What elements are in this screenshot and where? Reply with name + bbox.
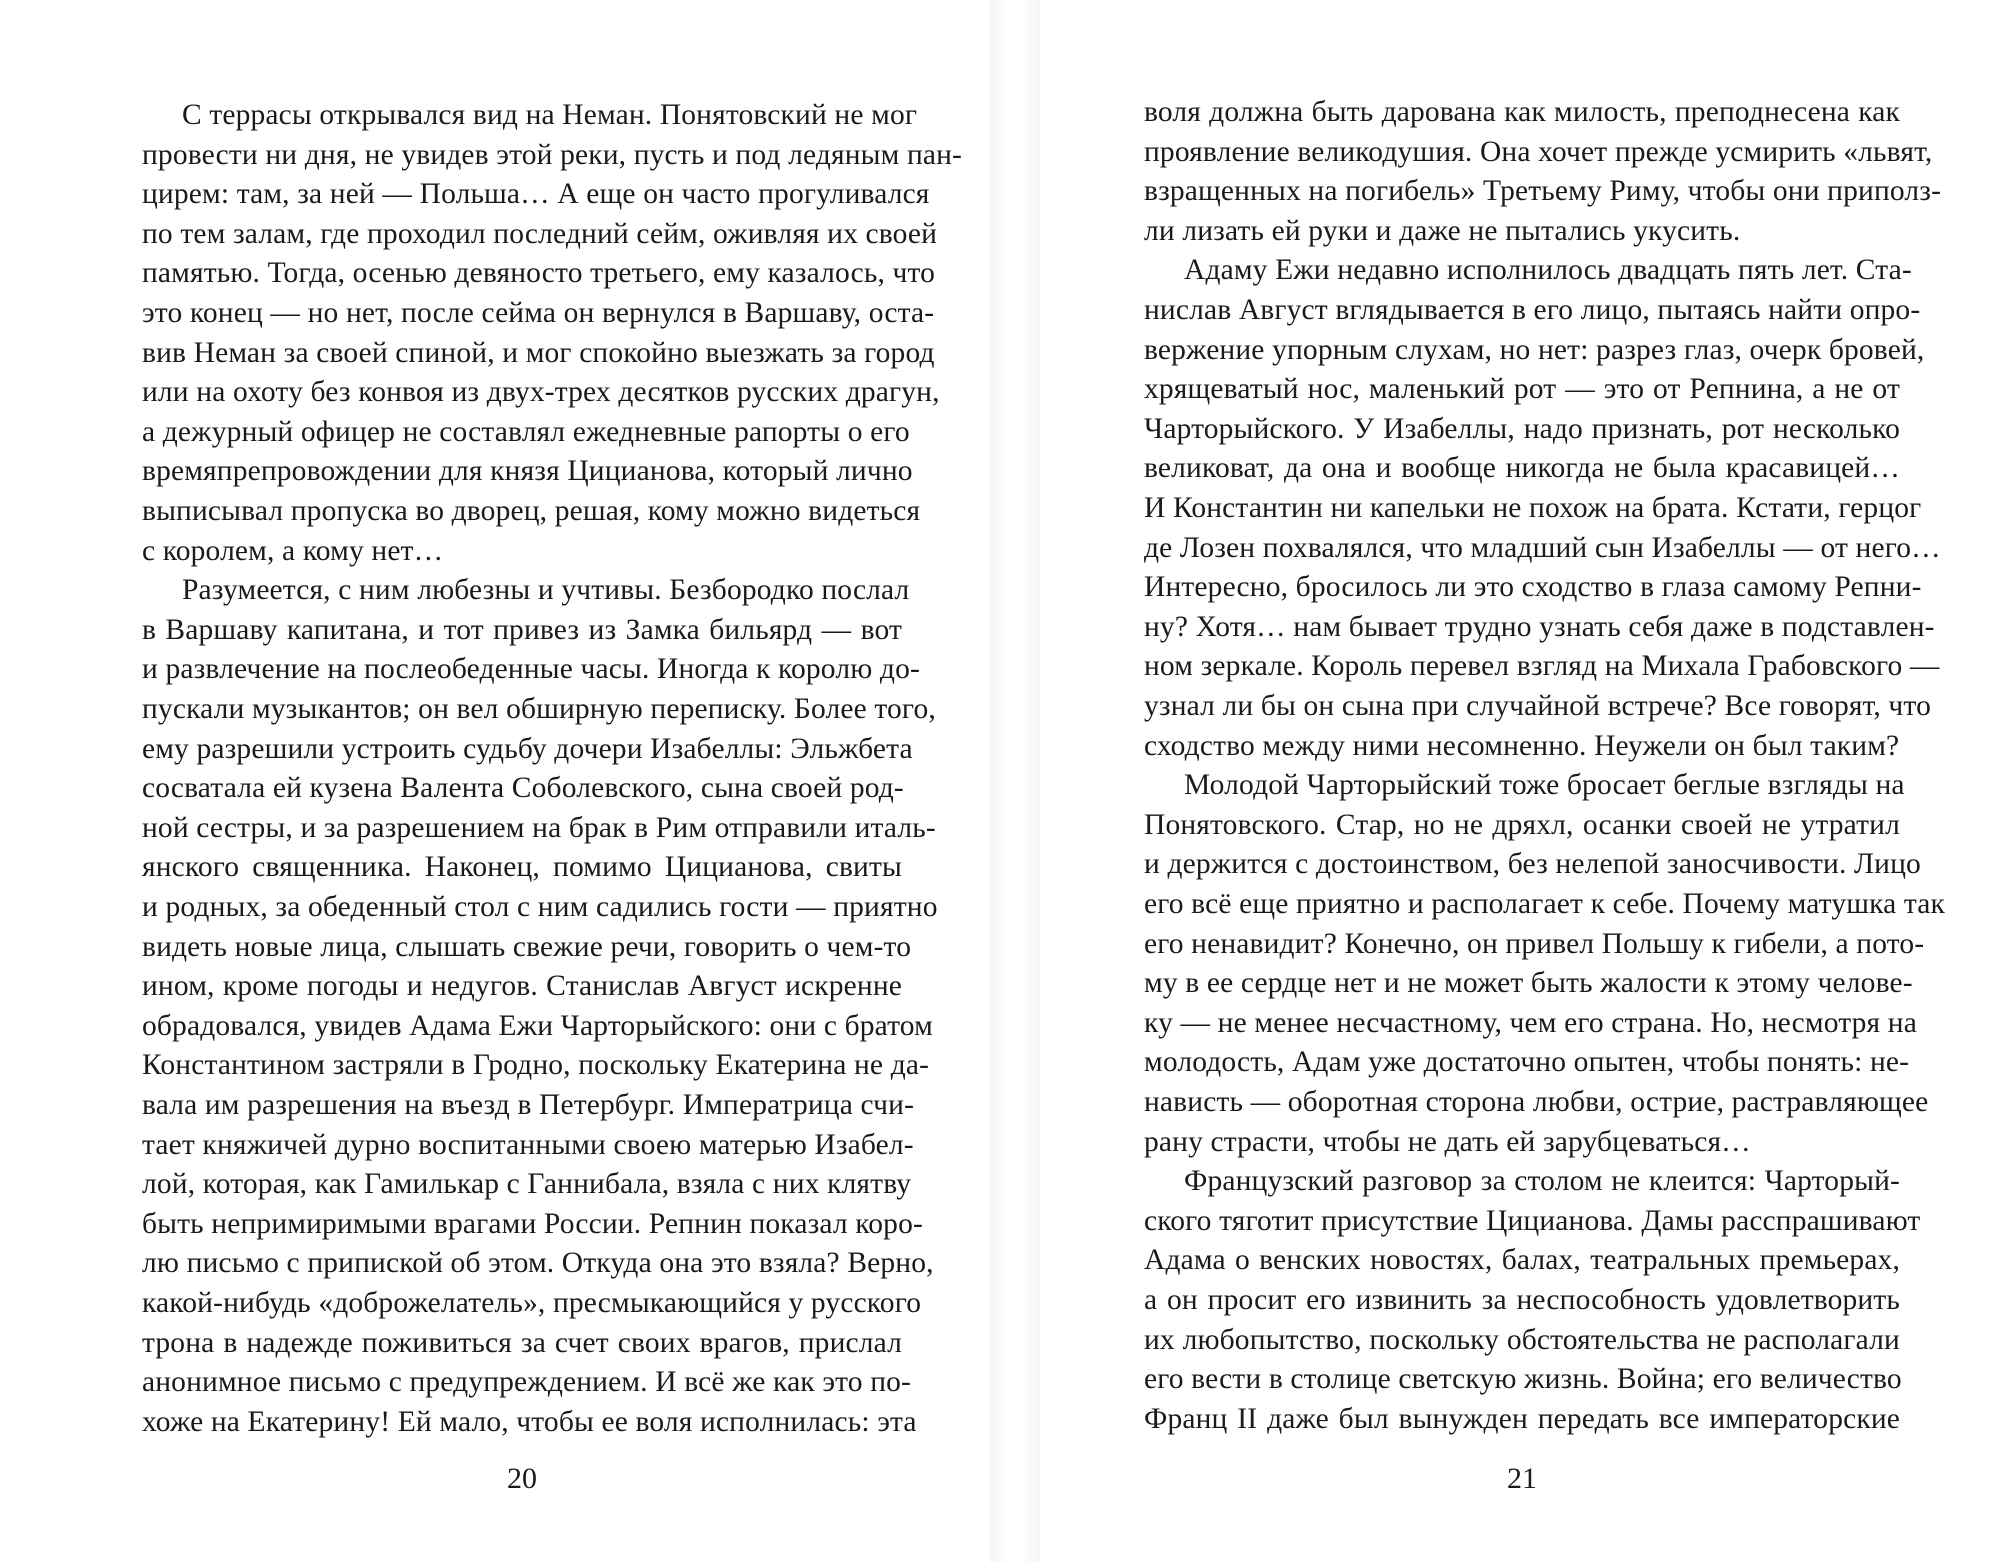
text-line: в Варшаву капитана, и тот привез из Замка бильярд — вот	[142, 613, 902, 646]
text-line: Франц II даже был вынужден передать все императорские	[1144, 1402, 1900, 1435]
text-line: де Лозен похвалялся, что младший сын Изабеллы — от него…	[1144, 531, 1941, 564]
text-line: анонимное письмо с предупреждением. И всё же как это по-	[142, 1366, 912, 1399]
text-line: лю письмо с припиской об этом. Откуда она это взяла? Верно,	[142, 1247, 934, 1280]
text-line: его вести в столице светскую жизнь. Война; его величество	[1144, 1363, 1902, 1396]
text-line: лой, которая, как Гамилькар с Ганнибала, взяла с них клятву	[142, 1168, 912, 1201]
text-line: хрящеватый нос, маленький рот — это от Репнина, а не от	[1144, 373, 1900, 406]
text-line: и держится с достоинством, без нелепой заносчивости. Лицо	[1144, 848, 1921, 881]
text-line: великоват, да она и вообще никогда не была красавицей…	[1144, 452, 1900, 485]
text-line: Разумеется, с ним любезны и учтивы. Безбородко послал	[182, 574, 910, 607]
right-page	[1040, 0, 1992, 1562]
text-line: пускали музыкантов; он вел обширную переписку. Более того,	[142, 693, 936, 725]
text-line: с королем, а кому нет…	[142, 534, 444, 567]
text-line: ну? Хотя… нам бывает трудно узнать себя даже в подставлен-	[1144, 610, 1935, 643]
text-line: Адаму Ежи недавно исполнилось двадцать пять лет. Ста-	[1184, 254, 1912, 287]
text-line: ной сестры, и за разрешением на брак в Рим отправили италь-	[142, 811, 936, 844]
text-line: янского священника. Наконец, помимо Цицианова, свиты	[142, 851, 902, 884]
text-line: ном зеркале. Король перевел взгляд на Михала Грабовского —	[1144, 650, 1940, 683]
text-line: цирем: там, за ней — Польша… А еще он часто прогуливался	[142, 178, 930, 211]
text-line: его всё еще приятно и располагает к себе. Почему матушка так	[1144, 888, 1946, 920]
text-line: какой-нибудь «доброжелатель», пресмыкающийся у русского	[142, 1287, 922, 1319]
text-line: их любопытство, поскольку обстоятельства не располагали	[1144, 1323, 1900, 1356]
text-line: трона в надежде поживиться за счет своих врагов, прислал	[142, 1326, 902, 1359]
page-number-right: 21	[1507, 1462, 1537, 1495]
text-line: нислав Август вглядывается в его лицо, пытаясь найти опро-	[1144, 294, 1921, 326]
text-line: вив Неман за своей спиной, и мог спокойно выезжать за город	[142, 336, 935, 369]
text-line: Константином застряли в Гродно, поскольку Екатерина не да-	[142, 1049, 930, 1082]
text-line: Чарторыйского. У Изабеллы, надо признать, рот несколько	[1144, 412, 1900, 445]
text-line: нависть — оборотная сторона любви, острие, растравляющее	[1144, 1086, 1929, 1118]
text-line: воля должна быть дарована как милость, преподнесена как	[1144, 96, 1900, 128]
text-line: провести ни дня, не увидев этой реки, пусть и под ледяным пан-	[142, 138, 963, 171]
text-line: а он просит его извинить за неспособность удовлетворить	[1144, 1284, 1900, 1316]
text-line: это конец — но нет, после сейма он вернулся в Варшаву, оста-	[142, 297, 935, 329]
text-line: Молодой Чарторыйский тоже бросает беглые взгляды на	[1184, 769, 1905, 802]
text-line: Интересно, бросилось ли это сходство в глаза самому Репни-	[1144, 571, 1922, 604]
text-line: вержение упорным слухам, но нет: разрез глаз, очерк бровей,	[1144, 333, 1925, 366]
text-line: а дежурный офицер не составлял ежедневные рапорты о его	[142, 415, 910, 448]
text-line: Французский разговор за столом не клеится: Чарторый-	[1184, 1165, 1900, 1198]
text-line: молодость, Адам уже достаточно опытен, чтобы понять: не-	[1144, 1046, 1910, 1079]
text-line: ского тяготит присутствие Цицианова. Дамы расспрашивают	[1144, 1204, 1921, 1237]
text-line: или на охоту без конвоя из двух-трех десятков русских драгун,	[142, 376, 940, 409]
text-line: ином, кроме погоды и недугов. Станислав Август искренне	[142, 970, 902, 1003]
text-line: И Константин ни капельки не похож на брата. Кстати, герцог	[1144, 492, 1922, 524]
text-line: его ненавидит? Конечно, он привел Польшу к гибели, а пото-	[1144, 927, 1925, 960]
text-line: быть непримиримыми врагами России. Репнин показал коро-	[142, 1207, 923, 1240]
text-line: по тем залам, где проходил последний сейм, оживляя их своей	[142, 217, 938, 250]
text-line: проявление великодушия. Она хочет прежде усмирить «львят,	[1144, 135, 1933, 168]
text-line: тает княжичей дурно воспитанными своею матерью Изабел-	[142, 1128, 914, 1161]
text-line: ли лизать ей руки и даже не пытались укусить.	[1144, 214, 1741, 247]
text-line: С террасы открывался вид на Неман. Понятовский не мог	[182, 99, 918, 131]
text-line: вала им разрешения на въезд в Петербург. Императрица счи-	[142, 1089, 915, 1121]
text-line: ему разрешили устроить судьбу дочери Изабеллы: Эльжбета	[142, 732, 913, 765]
text-line: ку — не менее несчастному, чем его страна. Но, несмотря на	[1144, 1006, 1917, 1039]
text-line: и развлечение на послеобеденные часы. Иногда к королю до-	[142, 653, 920, 686]
text-line: сходство между ними несомненно. Неужели он был таким?	[1144, 729, 1900, 762]
text-line: хоже на Екатерину! Ей мало, чтобы ее воля исполнилась: эта	[142, 1405, 917, 1438]
book-gutter	[990, 0, 1040, 1562]
text-line: и родных, за обеденный стол с ним садились гости — приятно	[142, 891, 938, 923]
text-line: обрадовался, увидев Адама Ежи Чарторыйского: они с братом	[142, 1009, 933, 1042]
text-line: взращенных на погибель» Третьему Риму, чтобы они приполз-	[1144, 175, 1942, 208]
text-line: времяпрепровождении для князя Цицианова, который лично	[142, 455, 913, 488]
text-line: видеть новые лица, слышать свежие речи, говорить о чем-то	[142, 930, 912, 963]
text-line: рану страсти, чтобы не дать ей зарубцеваться…	[1144, 1125, 1751, 1158]
text-line: сосватала ей кузена Валента Соболевского, сына своей род-	[142, 772, 904, 805]
text-line: узнал ли бы он сына при случайной встрече? Все говорят, что	[1144, 690, 1931, 722]
text-line: Адама о венских новостях, балах, театральных премьерах,	[1144, 1244, 1900, 1277]
left-page	[0, 0, 990, 1562]
page-number-left: 20	[507, 1462, 537, 1495]
text-line: выписывал пропуска во дворец, решая, кому можно видеться	[142, 495, 921, 527]
text-line: памятью. Тогда, осенью девяносто третьего, ему казалось, что	[142, 257, 936, 290]
text-line: му в ее сердце нет и не может быть жалости к этому челове-	[1144, 967, 1913, 1000]
text-line: Понятовского. Стар, но не дряхл, осанки своей не утратил	[1144, 808, 1900, 841]
